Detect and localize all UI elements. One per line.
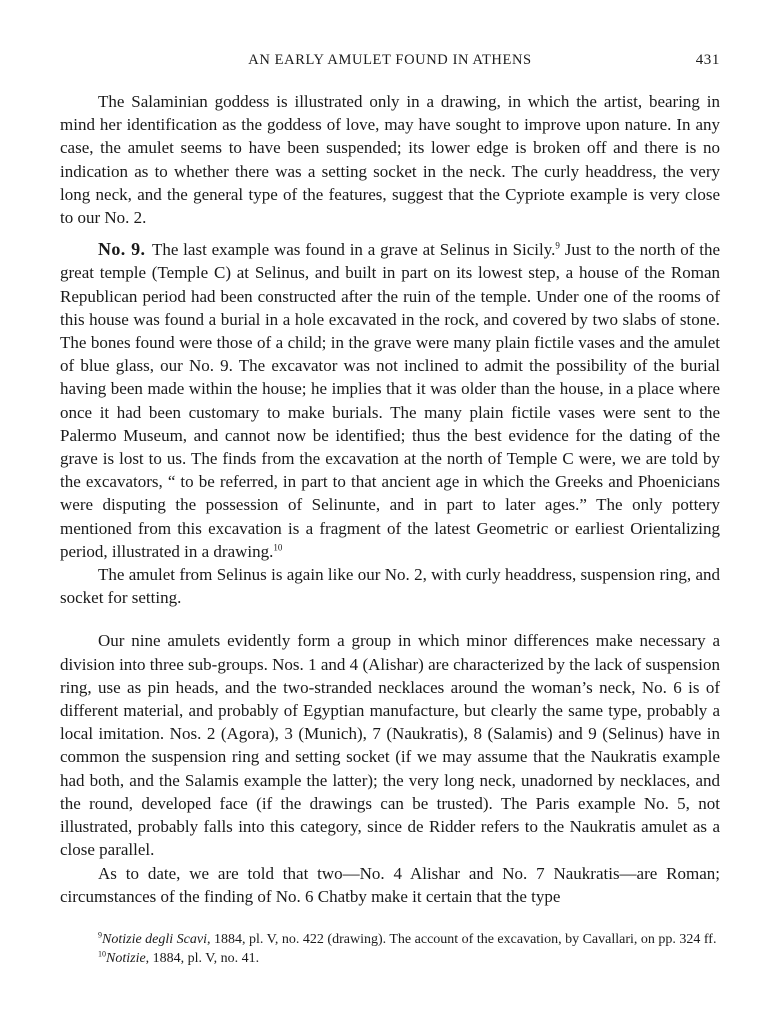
paragraph-no-9-text-b: Just to the north of the great temple (Temple C) at Selinus, and built in part on its lowest step, a house of the Roman Republican period had been constructed after the ruin of the temple. Under one of the rooms of this house was found a burial in a hole excavated in the rock, and covered by two slabs of stone. The bones found were those of a child; in the grave were many plain fictile vases and the amulet of blue glass, our No. 9. The excavator was not inclined to admit the possibility of the burial having been made within the house; he implies that it was older than the house, in a place where once it had been customary to make burials. The many plain fictile vases were sent to the Palermo Museum, and cannot now be identified; thus the best evidence for the dating of the grave is lost to us. The finds from the excavation at the north of Temple C were, we are told by the excavators, “ to be referred, in part to that ancient age in which the Greeks and Phoenicians were disputing the possession of Selinunte, and in part to later ages.” The only pottery mentioned from this excavation is a fragment of the latest Geometric or earliest Orientalizing period, illustrated in a drawing. <box>60 240 720 561</box>
footnote-ref-9[interactable]: 9 <box>555 240 560 251</box>
page <box>60 52 720 968</box>
paragraph-no-9-text-a: The last example was found in a grave at Selinus in Sicily. <box>151 240 556 260</box>
page-number: 431 <box>695 52 720 68</box>
paragraph-selinus-amulet: The amulet from Selinus is again like our No. 2, with curly headdress, suspension ring, and socket for setting. <box>60 565 720 608</box>
entry-label-no-9: No. 9. <box>98 239 146 260</box>
footnote-9-text: , 1884, pl. V, no. 422 (drawing). The account of the excavation, by Cavallari, on pp. 324 ff. <box>206 931 717 947</box>
paragraph-nine-amulets: Our nine amulets evidently form a group in which minor differences make necessary a division into three sub-groups. Nos. 1 and 4 (Alishar) are characterized by the lack of suspension ring, use as pin heads, and the two-stranded necklaces around the woman’s neck, No. 6 is of different material, and probably of Egyptian manufacture, but clearly the same type, probably a local imitation. Nos. 2 (Agora), 3 (Munich), 7 (Naukratis), 8 (Salamis) and 9 (Selinus) have in common the suspension ring and setting socket (if we may assume that the Naukratis example had both, and the Salamis example the latter); the very long neck, unadorned by necklaces, and the round, developed face (if the drawings can be trusted). The Paris example No. 5, not illustrated, probably falls into this category, since de Ridder refers to the Naukratis amulet as a close parallel. <box>60 631 720 860</box>
footnotes <box>60 930 720 968</box>
footnote-9 <box>60 930 720 949</box>
paragraph-no-9 <box>60 238 720 563</box>
footnote-ref-10[interactable]: 10 <box>273 542 283 553</box>
running-title: AN EARLY AMULET FOUND IN ATHENS <box>248 52 532 68</box>
footnote-9-title: Notizie degli Scavi <box>102 931 207 947</box>
footnote-9-number: 9 <box>98 930 102 940</box>
paragraph-salaminian-goddess: The Salaminian goddess is illustrated only in a drawing, in which the artist, bearing in mind her identification as the goddess of love, may have sought to improve upon nature. In any case, the amulet seems to have been suspended; its lower edge is broken off and there is no indication as to whether there was a setting socket in the neck. The curly headdress, the very long neck, and the general type of the features, suggest that the Cypriote example is very close to our No. 2. <box>60 92 720 228</box>
running-head <box>60 52 720 74</box>
footnote-10-text: , 1884, pl. V, no. 41. <box>145 950 260 966</box>
paragraph-date: As to date, we are told that two—No. 4 Alishar and No. 7 Naukratis—are Roman; circumstances of the finding of No. 6 Chatby make it certain that the type <box>60 863 720 906</box>
footnote-10 <box>60 949 720 968</box>
footnote-10-number: 10 <box>98 949 106 959</box>
footnote-10-title: Notizie <box>106 950 146 966</box>
